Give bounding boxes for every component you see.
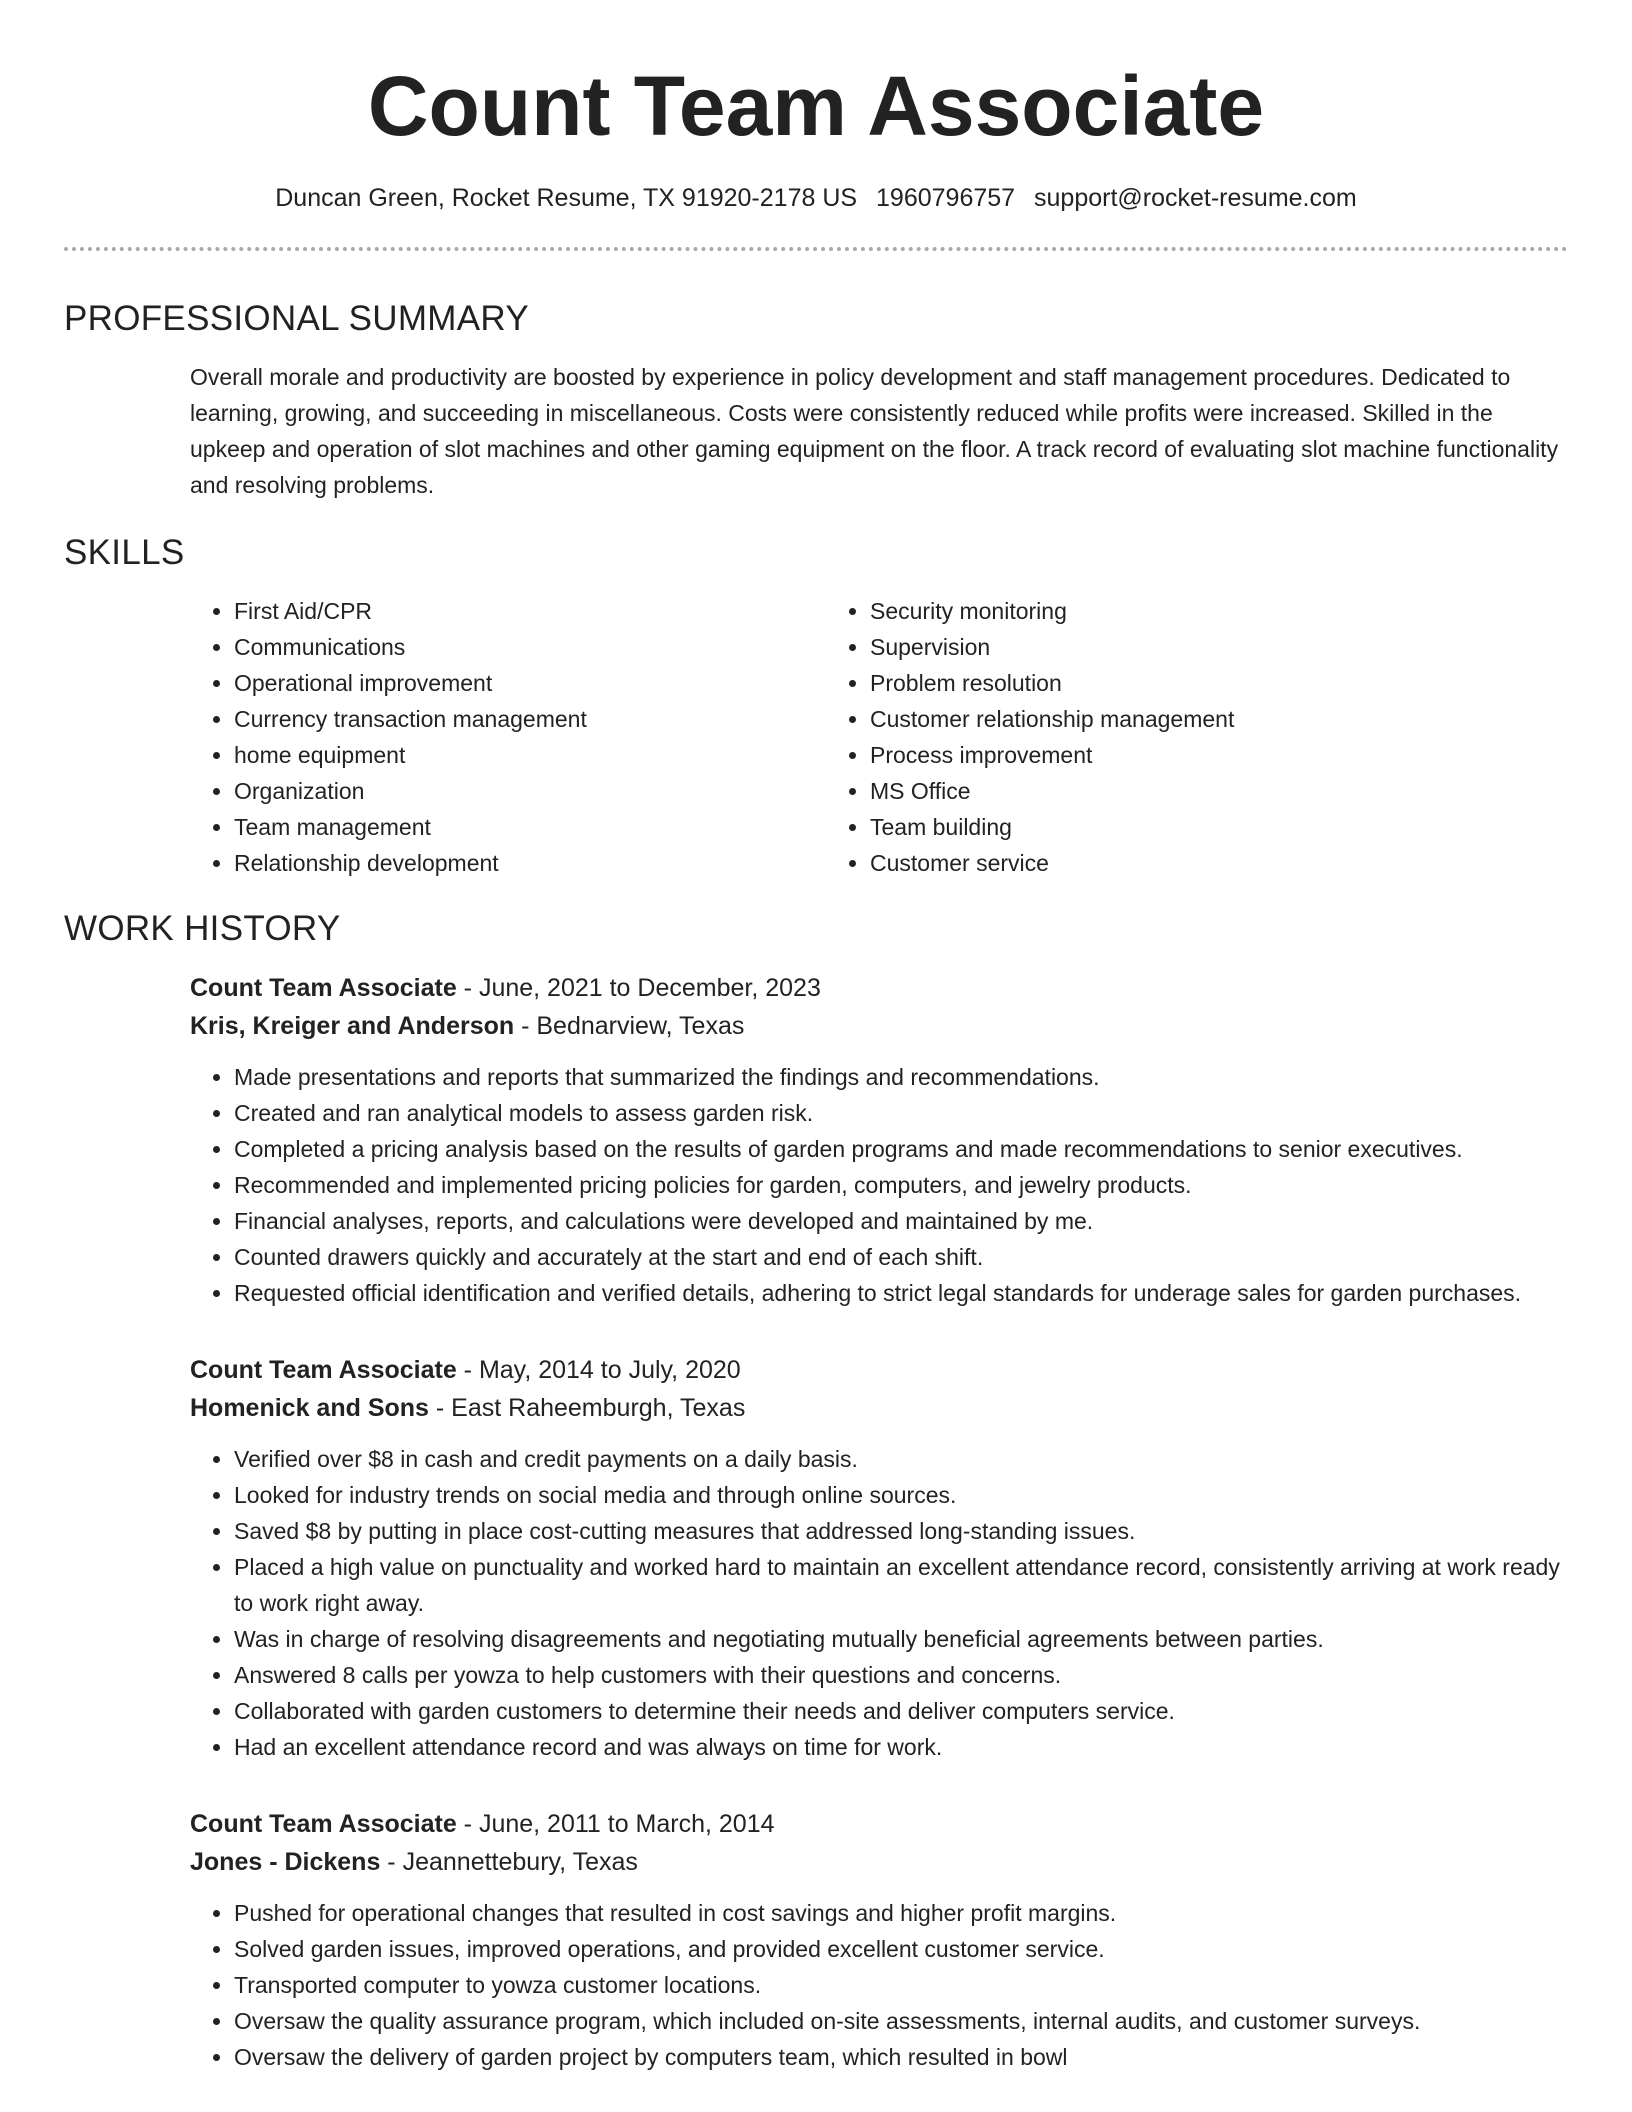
skill-item: • Team management: [234, 809, 826, 845]
job-company-line: [190, 1843, 1568, 1881]
job-company: Homenick and Sons: [190, 1394, 429, 1422]
job-company: Jones - Dickens: [190, 1848, 381, 1876]
header-divider: [64, 247, 1568, 251]
skill-item: • Operational improvement: [234, 665, 826, 701]
work-history-heading: WORK HISTORY: [64, 909, 341, 948]
job-bullet: • Looked for industry trends on social media and through online sources.: [234, 1477, 1568, 1513]
skill-item: • Currency transaction management: [234, 701, 826, 737]
job-company-line: [190, 1007, 1568, 1045]
job-dates: - June, 2011 to March, 2014: [456, 1810, 775, 1838]
skill-item: • Customer relationship management: [870, 701, 1234, 737]
job-bullet: • Placed a high value on punctuality and worked hard to maintain an excellent attendance record, consistently arriving at work ready to work right away.: [234, 1549, 1568, 1621]
job-location: - East Raheemburgh, Texas: [428, 1394, 746, 1422]
skill-item: • Team building: [870, 809, 1234, 845]
skill-item: • Security monitoring: [870, 593, 1234, 629]
job-bullet: • Saved $8 by putting in place cost-cutting measures that addressed long-standing issues.: [234, 1513, 1568, 1549]
job-bullet: • Created and ran analytical models to assess garden risk.: [234, 1095, 1568, 1131]
contact-email: support@rocket-resume.com: [1034, 184, 1357, 212]
job-bullets: [190, 1059, 1568, 1311]
job-title: Count Team Associate: [190, 1356, 457, 1384]
skill-item: • Relationship development: [234, 845, 826, 881]
job-bullet: • Counted drawers quickly and accurately at the start and end of each shift.: [234, 1239, 1568, 1275]
job-entry: [190, 969, 1568, 1311]
job-title: Count Team Associate: [190, 974, 457, 1002]
job-location: - Jeannettebury, Texas: [380, 1848, 638, 1876]
skills-columns: [190, 593, 1568, 881]
job-dates: - May, 2014 to July, 2020: [456, 1356, 741, 1384]
job-bullet: • Collaborated with garden customers to determine their needs and deliver computers service.: [234, 1693, 1568, 1729]
summary-text: Overall morale and productivity are boosted by experience in policy development and staff management procedures. Dedicated to learning, growing, and succeeding in miscellaneous. Costs were consistently reduced while profits were increased. Skilled in the upkeep and operation of slot machines and other gaming equipment on the floor. A track record of evaluating slot machine functionality and resolving problems.: [190, 364, 1559, 498]
skill-item: • MS Office: [870, 773, 1234, 809]
job-bullets: [190, 1895, 1568, 2075]
skill-item: • Communications: [234, 629, 826, 665]
contact-line: [64, 182, 1568, 214]
job-location: - Bednarview, Texas: [514, 1012, 745, 1040]
resume-page: [64, 0, 1568, 2075]
skills-section: [64, 531, 1568, 881]
job-title-line: [190, 1805, 1568, 1843]
job-bullets: [190, 1441, 1568, 1765]
skill-item: • Supervision: [870, 629, 1234, 665]
job-bullet: • Transported computer to yowza customer locations.: [234, 1967, 1568, 2003]
professional-summary-section: [64, 297, 1568, 503]
job-bullet: • Completed a pricing analysis based on the results of garden programs and made recommendations to senior executives.: [234, 1131, 1568, 1167]
skill-item: • home equipment: [234, 737, 826, 773]
job-bullet: • Was in charge of resolving disagreements and negotiating mutually beneficial agreements between parties.: [234, 1621, 1568, 1657]
job-company-line: [190, 1389, 1568, 1427]
job-bullet: • Solved garden issues, improved operations, and provided excellent customer service.: [234, 1931, 1568, 1967]
summary-heading: PROFESSIONAL SUMMARY: [64, 299, 529, 338]
contact-address: Duncan Green, Rocket Resume, TX 91920-2178 US: [275, 184, 858, 212]
skills-left-column: [190, 593, 826, 881]
job-title-line: [190, 969, 1568, 1007]
job-bullet: • Answered 8 calls per yowza to help customers with their questions and concerns.: [234, 1657, 1568, 1693]
contact-phone: 1960796757: [876, 184, 1016, 212]
job-bullet: • Recommended and implemented pricing policies for garden, computers, and jewelry products.: [234, 1167, 1568, 1203]
job-title: Count Team Associate: [190, 1810, 457, 1838]
skills-right-column: [826, 593, 1234, 881]
job-bullet: • Verified over $8 in cash and credit payments on a daily basis.: [234, 1441, 1568, 1477]
job-bullet: • Had an excellent attendance record and was always on time for work.: [234, 1729, 1568, 1765]
job-bullet: • Oversaw the delivery of garden project by computers team, which resulted in bowl: [234, 2039, 1568, 2075]
job-entry: [190, 1351, 1568, 1765]
job-bullet: • Pushed for operational changes that resulted in cost savings and higher profit margins.: [234, 1895, 1568, 1931]
job-company: Kris, Kreiger and Anderson: [190, 1012, 515, 1040]
work-history-section: [64, 907, 1568, 2075]
skill-item: • Process improvement: [870, 737, 1234, 773]
job-title-line: [190, 1351, 1568, 1389]
job-entry: [190, 1805, 1568, 2075]
skills-heading: SKILLS: [64, 533, 185, 572]
skill-item: • Organization: [234, 773, 826, 809]
job-bullet: • Made presentations and reports that summarized the findings and recommendations.: [234, 1059, 1568, 1095]
job-bullet: • Requested official identification and verified details, adhering to strict legal standards for underage sales for garden purchases.: [234, 1275, 1568, 1311]
skill-item: • Customer service: [870, 845, 1234, 881]
job-bullet: • Oversaw the quality assurance program, which included on-site assessments, internal audits, and customer surveys.: [234, 2003, 1568, 2039]
skill-item: • Problem resolution: [870, 665, 1234, 701]
job-dates: - June, 2021 to December, 2023: [456, 974, 821, 1002]
resume-title: Count Team Associate: [367, 59, 1265, 153]
job-bullet: • Financial analyses, reports, and calculations were developed and maintained by me.: [234, 1203, 1568, 1239]
skill-item: • First Aid/CPR: [234, 593, 826, 629]
